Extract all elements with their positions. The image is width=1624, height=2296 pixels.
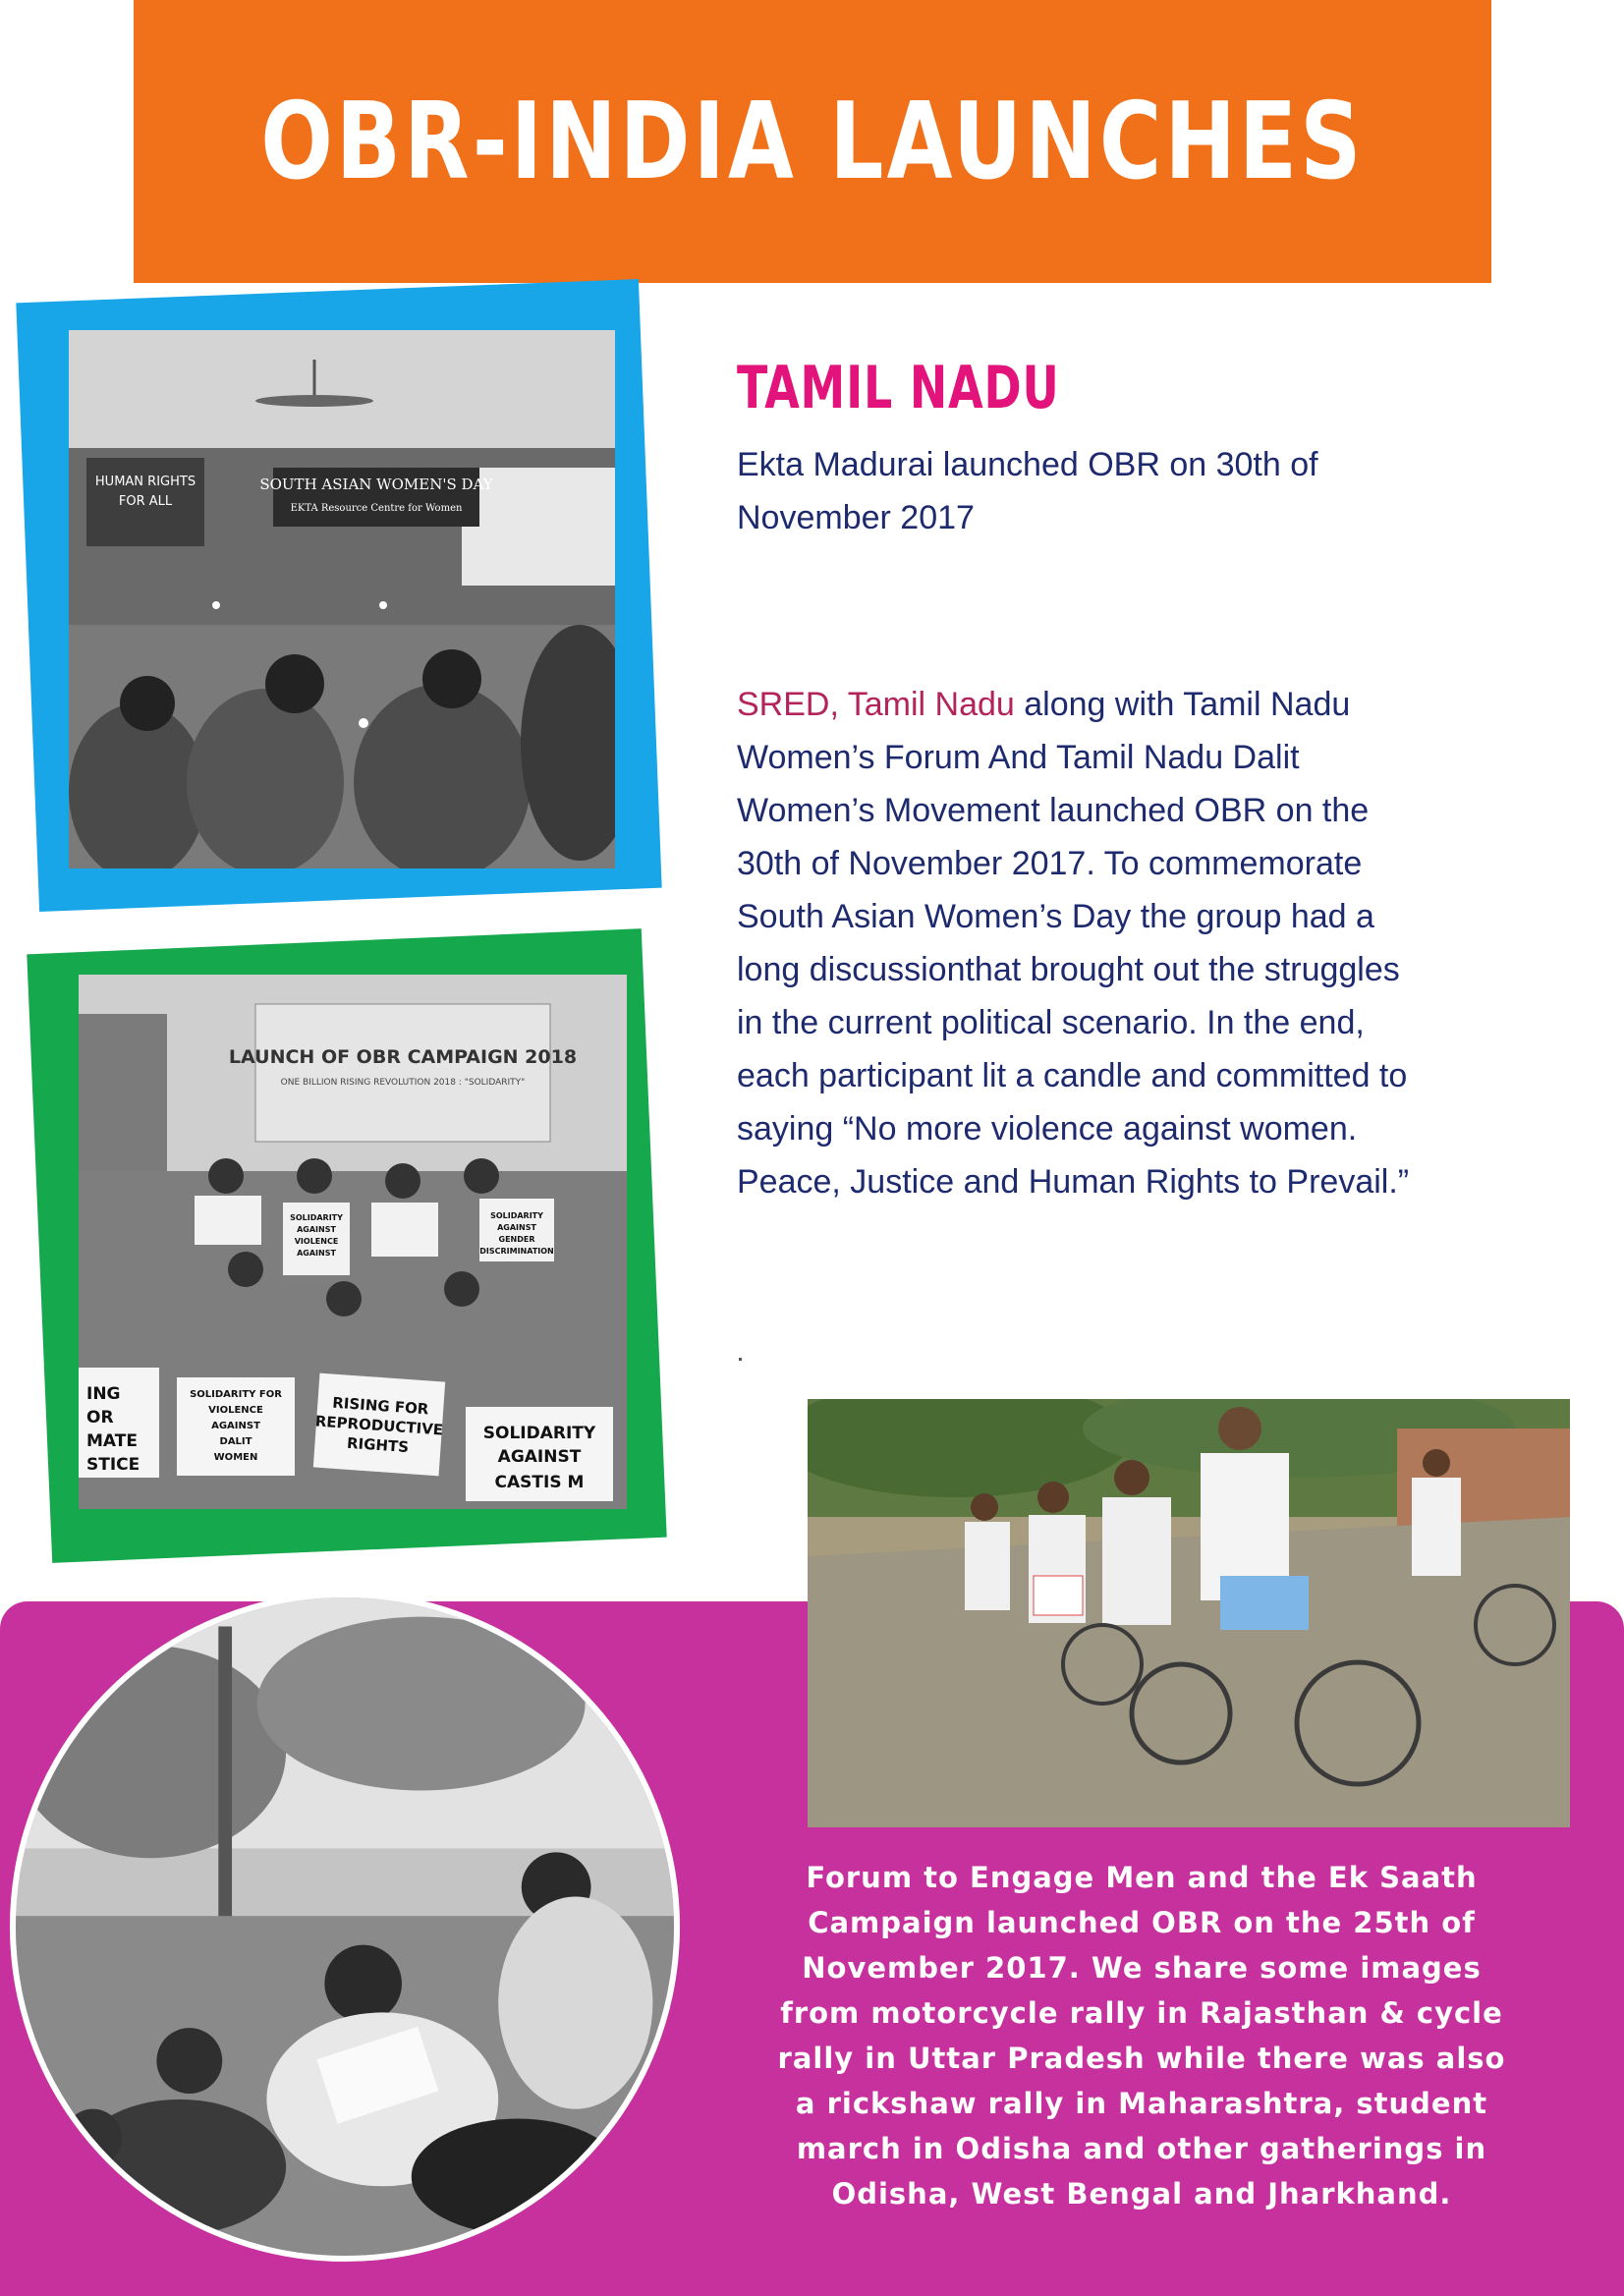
svg-text:REPRODUCTIVE: REPRODUCTIVE	[314, 1412, 444, 1439]
womens-day-banner-text: SOUTH ASIAN WOMEN'S DAY	[259, 476, 493, 493]
svg-text:VIOLENCE: VIOLENCE	[294, 1237, 339, 1246]
svg-text:AGAINST: AGAINST	[297, 1225, 336, 1234]
svg-text:OR: OR	[86, 1408, 114, 1428]
cycle-rally-photo	[808, 1399, 1570, 1827]
svg-text:STICE: STICE	[86, 1455, 140, 1475]
sred-paragraph-body: along with Tamil Nadu Women’s Forum And Tamil Nadu Dalit Women’s Movement launched OBR on the 30th of November 2017. To commemorate South Asian Women’s Day the group had a long discussionthat brought out the struggles in the current political scenario. In the end, each participant lit a candle and committed to saying “No more violence against women. Peace, Justice and Human Rights to Prevail.”	[737, 686, 1410, 1201]
svg-text:AGAINST: AGAINST	[497, 1447, 582, 1467]
header-banner	[134, 0, 1491, 283]
svg-text:DALIT: DALIT	[219, 1436, 252, 1447]
obr-campaign-banner-sub: ONE BILLION RISING REVOLUTION 2018 : "SOLIDARITY"	[280, 1078, 526, 1088]
svg-text:AGAINST: AGAINST	[211, 1421, 260, 1431]
obr-campaign-placards-photo	[79, 975, 627, 1509]
svg-text:WOMEN: WOMEN	[213, 1452, 258, 1463]
svg-text:SOLIDARITY: SOLIDARITY	[490, 1211, 543, 1220]
svg-text:SOLIDARITY: SOLIDARITY	[290, 1213, 343, 1222]
sred-paragraph	[737, 678, 1425, 1208]
svg-text:SOLIDARITY: SOLIDARITY	[482, 1424, 596, 1443]
svg-text:GENDER: GENDER	[498, 1235, 535, 1244]
forum-paragraph: Forum to Engage Men and the Ek Saath Campaign launched OBR on the 25th of November 2017. We share some images from motorcycle rally in Rajasthan & cycle rally in Uttar Pradesh while there was also a rickshaw rally in Maharashtra, student march in Odisha and other gatherings in Odisha, West Bengal and Jharkhand.	[777, 1861, 1506, 2211]
ekta-paragraph: Ekta Madurai launched OBR on 30th of November 2017	[737, 446, 1318, 536]
svg-text:AGAINST: AGAINST	[497, 1223, 536, 1232]
svg-text:AGAINST: AGAINST	[297, 1249, 336, 1258]
svg-text:ING: ING	[86, 1384, 121, 1404]
svg-text:SOLIDARITY FOR: SOLIDARITY FOR	[190, 1389, 282, 1400]
svg-text:DISCRIMINATION: DISCRIMINATION	[479, 1247, 554, 1256]
sred-org-name: SRED, Tamil Nadu	[737, 686, 1015, 723]
motorcycle-rally-photo	[10, 1592, 680, 2262]
svg-text:RISING FOR: RISING FOR	[331, 1393, 429, 1419]
svg-text:VIOLENCE: VIOLENCE	[208, 1405, 263, 1416]
section-title-tamil-nadu: TAMIL NADU	[737, 354, 1060, 422]
candle-gathering-photo	[69, 330, 615, 868]
svg-text:FOR ALL: FOR ALL	[118, 494, 173, 509]
obr-campaign-banner-title: LAUNCH OF OBR CAMPAIGN 2018	[228, 1046, 578, 1068]
human-rights-banner-text: HUMAN RIGHTS	[94, 475, 196, 489]
svg-text:RIGHTS: RIGHTS	[346, 1433, 410, 1457]
ekta-banner-subtext: EKTA Resource Centre for Women	[290, 503, 463, 514]
stray-dot	[739, 1358, 742, 1361]
svg-text:MATE: MATE	[86, 1431, 138, 1451]
page-title: OBR-INDIA LAUNCHES	[260, 80, 1365, 203]
svg-text:CASTIS M: CASTIS M	[494, 1473, 585, 1492]
